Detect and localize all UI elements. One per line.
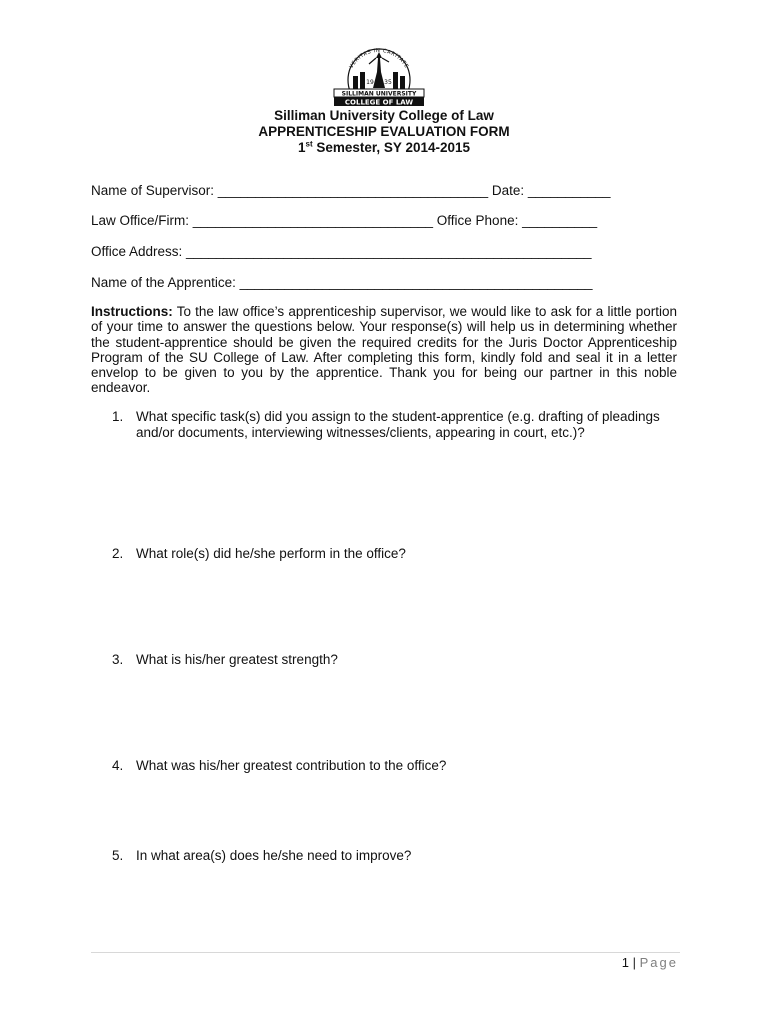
svg-text:VERITAS IN CARITATE: VERITAS IN CARITATE — [348, 47, 410, 70]
footer-divider — [91, 952, 680, 953]
college-seal-logo — [333, 38, 425, 106]
question-number: 1. — [112, 409, 124, 424]
form-title: APPRENTICESHIP EVALUATION FORM — [258, 124, 510, 139]
question-item — [112, 758, 672, 774]
page-label: Page — [639, 955, 678, 970]
supervisor-date-field[interactable]: Name of Supervisor: ____________________________________ Date: ___________ — [91, 183, 611, 198]
question-item — [112, 848, 672, 864]
semester-ordinal: 1 — [297, 140, 306, 155]
question-item — [112, 546, 672, 562]
svg-text:35: 35 — [384, 79, 392, 86]
page-number: 1 — [621, 955, 630, 970]
svg-text:SILLIMAN UNIVERSITY: SILLIMAN UNIVERSITY — [341, 90, 417, 98]
question-item — [112, 409, 672, 440]
page-separator: | — [629, 955, 640, 970]
svg-text:COLLEGE OF LAW: COLLEGE OF LAW — [344, 98, 414, 106]
question-number: 3. — [112, 652, 124, 667]
instructions-label: Instructions: — [91, 304, 173, 319]
question-text: In what area(s) does he/she need to improve? — [136, 848, 412, 863]
question-text: What specific task(s) did you assign to the student-apprentice (e.g. drafting of pleadings and/or documents, interviewing witnesses/clients, appearing in court, etc.)? — [136, 409, 660, 440]
question-text: What role(s) did he/she perform in the office? — [136, 546, 406, 561]
apprentice-name-field[interactable]: Name of the Apprentice: _______________________________________________ — [91, 275, 593, 290]
university-title: Silliman University College of Law — [274, 108, 494, 123]
question-number: 4. — [112, 758, 124, 773]
question-text: What is his/her greatest strength? — [136, 652, 338, 667]
page-footer — [622, 955, 678, 970]
svg-text:19: 19 — [366, 79, 374, 86]
instructions-text: To the law office’s apprenticeship supervisor, we would like to ask for a little portion of your time to answer the questions below. Your response(s) will help us in determining whether the student-apprentice should be given the required credits for the Juris Doctor Apprenticeship Program of the SU College of Law. After completing this form, kindly fold and seal it in a letter envelop to be given to you by the apprentice. Thank you for being our partner in this noble endeavor. — [91, 304, 677, 396]
question-text: What was his/her greatest contribution to the office? — [136, 758, 447, 773]
semester-ordinal-suffix: st — [305, 139, 313, 149]
question-item — [112, 652, 672, 668]
semester-title — [0, 140, 768, 155]
instructions-paragraph — [91, 304, 677, 396]
law-office-phone-field[interactable]: Law Office/Firm: ________________________________ Office Phone: __________ — [91, 213, 598, 228]
office-address-field[interactable]: Office Address: ______________________________________________________ — [91, 244, 592, 259]
semester-text: Semester, SY 2014-2015 — [312, 140, 470, 155]
question-number: 2. — [112, 546, 124, 561]
question-number: 5. — [112, 848, 124, 863]
